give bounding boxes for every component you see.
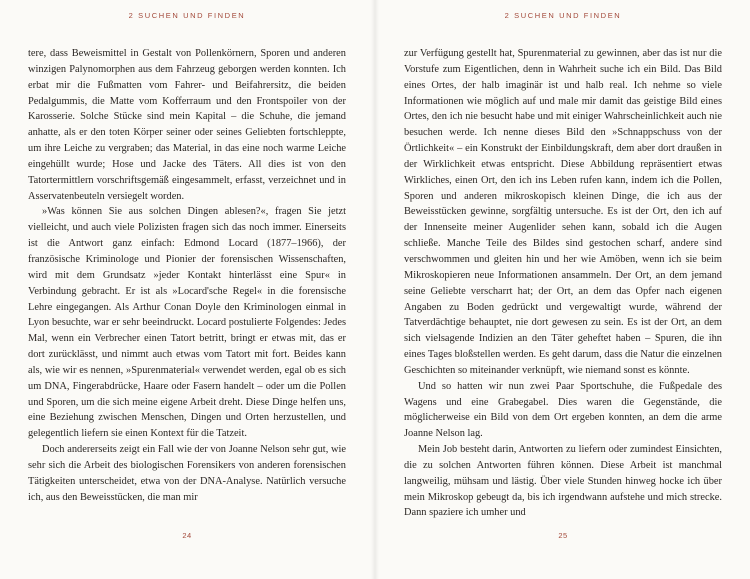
running-header-left: 2 SUCHEN UND FINDEN: [128, 11, 246, 20]
paragraph: Mein Job besteht darin, Antworten zu liefern oder zumindest Einsichten, die zu solchen Antworten führen können. Diese Arbeit ist manchmal langweilig, mühsam und lästig. Über viele Stunden hinweg hocke ich über mein Mikroskop gebeugt da, bis ich irgendwann aufstehe und mich strecke. Dann spaziere ich umher und: [404, 444, 722, 519]
paragraph: »Was können Sie aus solchen Dingen ablesen?«, fragen Sie jetzt vielleicht, und auch viele Polizisten fragen sich das noch immer. Einerseits ist die Antwort ganz einfach: Edmond Locard (1877–1966), der französische Kriminologe und Pionier der forensischen Wissenschaften, wird mit dem Grundsatz »jeder Kontakt hinterlässt eine Spur« in Verbindung gebracht. Er ist als »Locard'sche Regel« in die forensische Lehre eingegangen. Als Arthur Conan Doyle den Kriminologen einmal in Lyon besuchte, war er sehr beeindruckt. Locard postulierte Folgendes: Jedes Mal, wenn ein Verbrecher einen Tatort betritt, bringt er etwas mit, das er dort zurücklässt, und nimmt auch etwas vom Tatort mit fort. Beides kann als, wie wir es nennen, »Spurenmaterial« verwendet werden, egal ob es sich um DNA, Fingerabdrücke, Haare oder Fasern handelt – oder um die Pollen und Sporen, um die sich meine eigene Arbeit dreht. Diese Dinge helfen uns, eine Beziehung zwischen Menschen, Dingen und Orten herzustellen, und gelegentlich liefern sie einen Kontext für die Tatzeit.: [28, 206, 346, 440]
paragraph: zur Verfügung gestellt hat, Spurenmaterial zu gewinnen, aber das ist nur die Vorstufe zum Eigentlichen, denn in Wahrheit suche ich ein Bild. Das Bild eines Ortes, der halb imaginär ist und halb real. Ich nehme so viele Informationen wie möglich auf und male mir damit das geistige Bild eines Ortes, den ich nie besucht habe und mit einiger Wahrscheinlichkeit auch nie besuchen werde. Ich nenne dieses Bild den »Schnappschuss von der Örtlichkeit« – ein Konstrukt der Einbildungskraft, dem aber dort draußen in der Wirklichkeit etwas entspricht. Diese Abbildung repräsentiert etwas Wirkliches, einen Ort, den ich ins Leben rufen kann, indem ich die Pollen, Sporen und anderen mikroskopisch kleinen Dinge, die ich aus der Beweisstücken gewinne, sorgfältig untersuche. Es ist der Ort, den ich auf der Innenseite meiner Augenlider sehen kann, sobald ich die Augen schließe. Manche Teile des Bildes sind gestochen scharf, andere sind verschwommen und gleiten hin und her wie Amöben, wenn ich sie beim Mikroskopieren neue Informationen ansammeln. Der Ort, an dem jemand seine Geliebte verscharrt hat; der Ort, an dem das Opfer nach eigenen Angaben zu Boden gedrückt und vergewaltigt wurde, während der Tatverdächtige behauptet, nie dort gewesen zu sein. Es ist der Ort, an dem sich vielsagende Indizien an den Täter geheftet haben – Spuren, die ihn eines Tages bloßstellen werden. Es geht darum, dass die Natur die einzelnen Geschichten so miteinander verknüpft, wie niemand sonst es könnte.: [404, 48, 722, 376]
paragraph: Und so hatten wir nun zwei Paar Sportschuhe, die Fußpedale des Wagens und eine Grabegabel. Dies waren die Gegenstände, die möglicherweise ein Bild von dem Ort ergeben konnten, an dem die arme Joanne Nelson lag.: [404, 380, 722, 440]
book-gutter: [371, 0, 379, 579]
paragraph: tere, dass Beweismittel in Gestalt von Pollenkörnern, Sporen und anderen winzigen Palynomorphen aus dem Fahrzeug geborgen werden konnten. Ich erbat mir die Fußmatten vom Fahrer- und Beifahrersitz, die beiden Pedalgummis, die Matte vom Kofferraum und den Frontspoiler von der Karosserie. Solche Stücke sind mein Kapital – die Schuhe, die jemand anhatte, als er den toten Körper seiner oder seines Geliebten fortschleppte, um ihre Leiche zu vergraben; das Material, in das eine noch warme Leiche eingehüllt wurde; Hose und Jacke des Täters. All dies ist von den Tatortermittlern vorschriftsgemäß eingesammelt, erfasst, verzeichnet und in Asservatenbeuteln versiegelt worden.: [28, 48, 346, 202]
page-number-right: 25: [558, 531, 568, 540]
left-page-body: [28, 46, 346, 505]
paragraph: Doch andererseits zeigt ein Fall wie der von Joanne Nelson sehr gut, wie sehr sich die Arbeit des biologischen Forensikers von anderen forensischen Tätigkeiten unterscheidet, etwa von der DNA-Analyse. Natürlich versuche ich, aus den Beweisstücken, die man mir: [28, 444, 346, 503]
running-header-right: 2 SUCHEN UND FINDEN: [504, 11, 622, 20]
page-number-left: 24: [182, 531, 192, 540]
right-page-body: [404, 46, 722, 521]
